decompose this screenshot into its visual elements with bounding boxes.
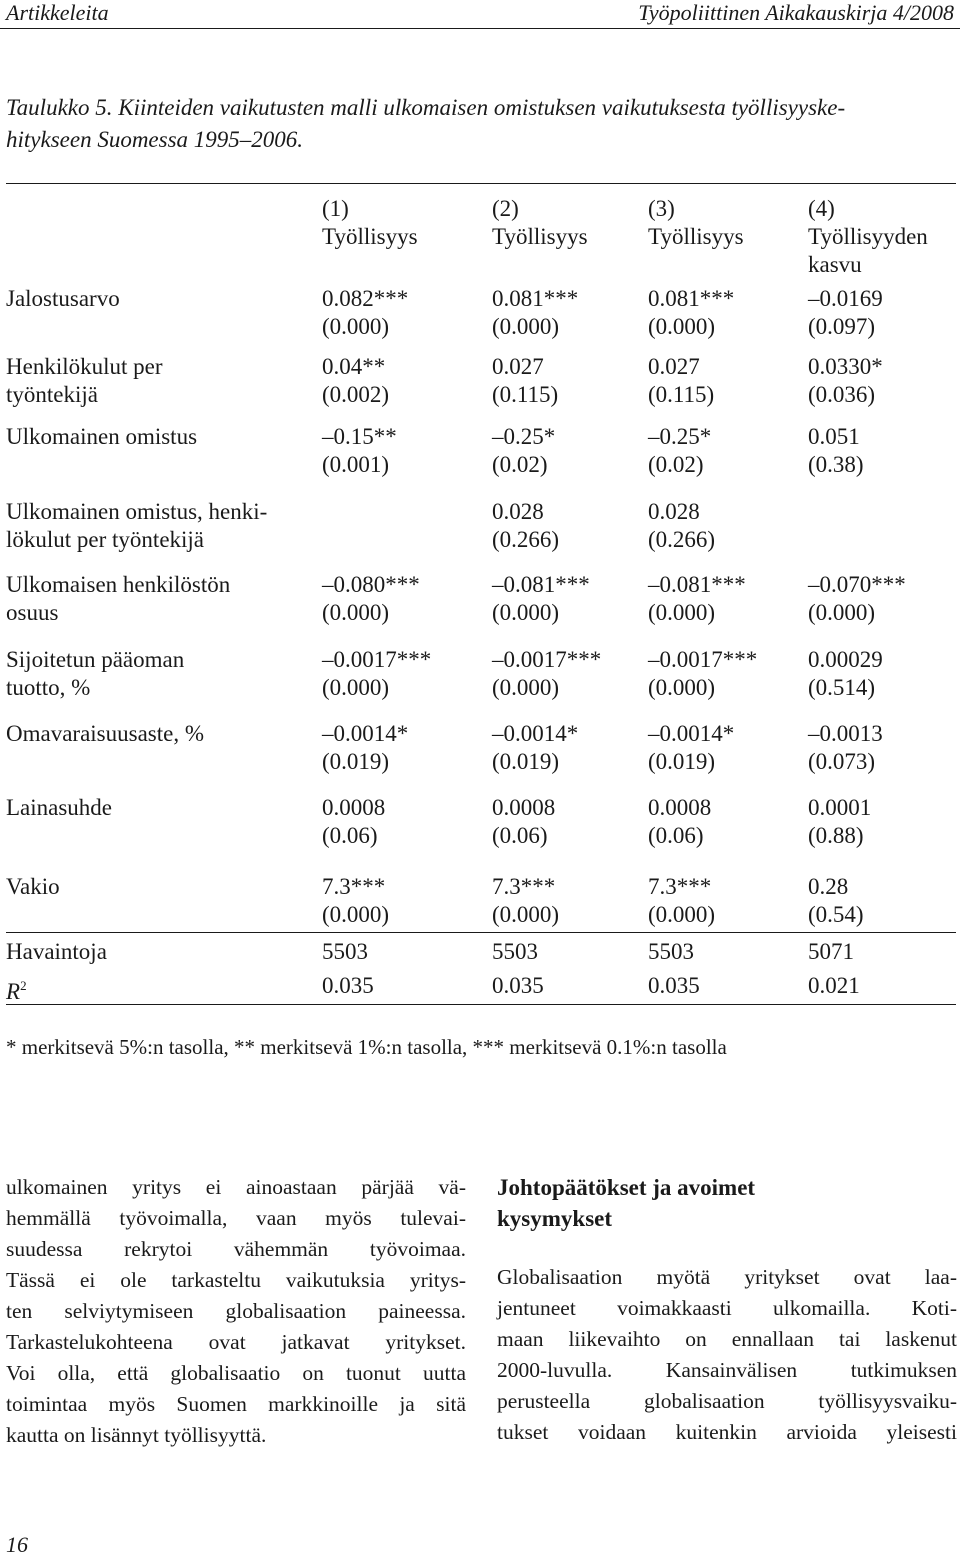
cell-line: Vakio [6, 874, 60, 899]
cell-line: (0.002) [322, 382, 390, 407]
cell-line: Ulkomaisen henkilöstön [6, 572, 231, 597]
cell-line: (0.266) [492, 527, 560, 552]
cell-line: –0.080*** [322, 572, 420, 597]
table-cell [648, 498, 715, 554]
cell-line: tuotto, % [6, 675, 91, 700]
body-column-right [497, 1172, 957, 1448]
cell-line: (0.000) [492, 902, 560, 927]
cell-line: lökulut per työntekijä [6, 527, 205, 552]
table-cell [492, 873, 559, 929]
cell-line: 0.0008 [322, 795, 386, 820]
body-line: toimintaa myös Suomen markkinoille ja sitä [6, 1392, 466, 1416]
running-header-right: Työpoliittinen Aikakauskirja 4/2008 [638, 0, 954, 25]
table-cell [322, 794, 385, 850]
cell-line: työntekijä [6, 382, 98, 407]
cell-line: Omavaraisuusaste, % [6, 721, 204, 746]
body-line: Tässä ei ole tarkasteltu vaikutuksia yritys- [6, 1268, 466, 1292]
observations-cell [808, 938, 854, 966]
r-squared-cell [492, 972, 544, 1000]
cell-line: (1) [322, 196, 349, 221]
cell-line: 5503 [322, 939, 368, 964]
cell-line: –0.0017*** [492, 647, 602, 672]
cell-line: 7.3*** [648, 874, 712, 899]
table-cell [648, 646, 757, 702]
cell-line: (0.000) [322, 314, 390, 339]
cell-line: –0.15** [322, 424, 397, 449]
cell-line: 0.027 [492, 354, 544, 379]
observations-cell [648, 938, 694, 966]
column-header [322, 195, 418, 251]
cell-line: 0.0001 [808, 795, 872, 820]
body-line: Globalisaation myötä yritykset ovat laa- [497, 1265, 957, 1289]
cell-line: (2) [492, 196, 519, 221]
caption-line: hitykseen Suomessa 1995–2006. [6, 127, 304, 152]
row-label [6, 720, 204, 748]
r-superscript: 2 [20, 978, 27, 993]
cell-line: –0.070*** [808, 572, 906, 597]
cell-line: (0.019) [322, 749, 390, 774]
table-cell [322, 646, 431, 702]
cell-line: (0.001) [322, 452, 390, 477]
cell-line: 0.028 [648, 499, 700, 524]
cell-line: (0.000) [648, 314, 716, 339]
cell-line: –0.25* [648, 424, 712, 449]
body-line: ulkomainen yritys ei ainoastaan pärjää vä- [6, 1175, 466, 1199]
cell-line: (0.06) [492, 823, 548, 848]
cell-line: (0.06) [648, 823, 704, 848]
cell-line: 0.035 [322, 973, 374, 998]
table-cell [808, 571, 906, 627]
table-cell [492, 646, 601, 702]
r-squared-cell [648, 972, 700, 1000]
section-heading-line: Johtopäätökset ja avoimet [497, 1175, 756, 1200]
cell-line: (4) [808, 196, 835, 221]
row-label-observations [6, 938, 107, 966]
body-line: perusteella globalisaation työllisyysvaiku- [497, 1389, 957, 1413]
cell-line: Työllisyys [648, 224, 744, 249]
row-label [6, 285, 120, 313]
column-header [808, 195, 928, 279]
page-number: 16 [6, 1532, 28, 1557]
row-label [6, 498, 267, 554]
body-line: 2000-luvulla. Kansainvälisen tutkimuksen [497, 1358, 957, 1382]
body-line: tukset voidaan kuitenkin arvioida yleisesti [497, 1420, 957, 1444]
cell-line: 5503 [492, 939, 538, 964]
observations-cell [492, 938, 538, 966]
cell-line: 0.04** [322, 354, 386, 379]
cell-line: 0.028 [492, 499, 544, 524]
cell-line: (0.266) [648, 527, 716, 552]
table-cell [808, 646, 883, 702]
running-header-left: Artikkeleita [6, 0, 109, 25]
cell-line: Työllisyys [492, 224, 588, 249]
table-cell [492, 285, 578, 341]
table-cell [322, 873, 389, 929]
cell-line: (0.000) [648, 675, 716, 700]
cell-line: Lainasuhde [6, 795, 113, 820]
section-heading-line: kysymykset [497, 1206, 613, 1231]
table-cell [808, 353, 883, 409]
cell-line: (0.000) [492, 600, 560, 625]
cell-line: –0.0014* [492, 721, 579, 746]
body-line: Voi olla, että globalisaatio on tuonut uutta [6, 1361, 466, 1385]
cell-line: 5503 [648, 939, 694, 964]
row-label-r-squared [6, 972, 27, 1004]
column-header [492, 195, 588, 251]
cell-line: (0.036) [808, 382, 876, 407]
cell-line: 0.035 [648, 973, 700, 998]
table-cell [808, 285, 883, 341]
body-line: Tarkastelukohteena ovat jatkavat yritykset. [6, 1330, 466, 1354]
cell-line: Henkilökulut per [6, 354, 163, 379]
cell-line: (0.000) [492, 675, 560, 700]
caption-line: Taulukko 5. Kiinteiden vaikutusten malli ulkomaisen omistuksen vaikutuksesta työllisyyske- [6, 95, 846, 120]
cell-line: (0.06) [322, 823, 378, 848]
r-squared-label [6, 972, 27, 1004]
cell-line: 5071 [808, 939, 854, 964]
table-cell [322, 571, 420, 627]
cell-line: 0.035 [492, 973, 544, 998]
cell-line: 0.0008 [492, 795, 556, 820]
table-cell [648, 285, 734, 341]
cell-line: –0.0169 [808, 286, 883, 311]
table-cell [322, 423, 397, 479]
table-cell [808, 423, 864, 479]
cell-line: (0.097) [808, 314, 876, 339]
cell-line: Havaintoja [6, 939, 107, 964]
cell-line: 0.28 [808, 874, 849, 899]
table-cell [648, 353, 714, 409]
r-squared-cell [322, 972, 374, 1000]
row-label [6, 646, 184, 702]
row-label [6, 794, 112, 822]
cell-line: –0.0017*** [648, 647, 758, 672]
table-cell [492, 794, 555, 850]
body-line: hemmällä työvoimalla, vaan myös tulevai- [6, 1206, 466, 1230]
cell-line: –0.25* [492, 424, 556, 449]
cell-line: Työllisyyden [808, 224, 928, 249]
cell-line: (0.019) [492, 749, 560, 774]
cell-line: –0.081*** [648, 572, 746, 597]
cell-line: kasvu [808, 252, 862, 277]
table-cell [808, 720, 883, 776]
column-header [648, 195, 744, 251]
table-cell [492, 571, 590, 627]
cell-line: (0.54) [808, 902, 864, 927]
row-label [6, 353, 163, 409]
table-cell [648, 720, 734, 776]
cell-line: (0.115) [648, 382, 715, 407]
cell-line: –0.0014* [322, 721, 409, 746]
cell-line: 7.3*** [322, 874, 386, 899]
body-line: kautta on lisännyt työllisyyttä. [6, 1423, 267, 1447]
table-cell [492, 720, 578, 776]
cell-line: Ulkomainen omistus, henki- [6, 499, 268, 524]
cell-line: 0.00029 [808, 647, 883, 672]
cell-line: (0.000) [322, 600, 390, 625]
cell-line: 7.3*** [492, 874, 556, 899]
cell-line: 0.051 [808, 424, 860, 449]
cell-line: Sijoitetun pääoman [6, 647, 185, 672]
table-cell [648, 794, 711, 850]
body-line: suudessa rekrytoi vähemmän työvoimaa. [6, 1237, 466, 1261]
cell-line: 0.082*** [322, 286, 409, 311]
cell-line: (0.019) [648, 749, 716, 774]
cell-line: (0.38) [808, 452, 864, 477]
table-cell [322, 720, 408, 776]
table-cell [808, 873, 864, 929]
cell-line: 0.027 [648, 354, 700, 379]
cell-line: –0.0013 [808, 721, 883, 746]
cell-line: Ulkomainen omistus [6, 424, 198, 449]
r-squared-cell [808, 972, 860, 1000]
row-label [6, 571, 230, 627]
cell-line: –0.081*** [492, 572, 590, 597]
table-cell [808, 794, 871, 850]
r-symbol: R [6, 979, 21, 1004]
body-column-left [6, 1172, 466, 1451]
cell-line: (0.02) [492, 452, 548, 477]
cell-line: (0.000) [648, 902, 716, 927]
cell-line: 0.081*** [648, 286, 735, 311]
table-footnote: * merkitsevä 5%:n tasolla, ** merkitsevä 1%:n tasolla, *** merkitsevä 0.1%:n tasolla [6, 1035, 727, 1059]
table-cell [648, 873, 715, 929]
cell-line: (3) [648, 196, 675, 221]
cell-line: 0.021 [808, 973, 860, 998]
cell-line: (0.000) [648, 600, 716, 625]
body-line: maan liikevaihto on ennallaan tai laskenut [497, 1327, 957, 1351]
table-cell [492, 353, 558, 409]
section-heading [497, 1172, 957, 1234]
cell-line: –0.0017*** [322, 647, 432, 672]
table-bottom-rule [6, 1004, 956, 1005]
observations-cell [322, 938, 368, 966]
cell-line: (0.514) [808, 675, 876, 700]
cell-line: 0.0008 [648, 795, 712, 820]
cell-line: Työllisyys [322, 224, 418, 249]
cell-line: –0.0014* [648, 721, 735, 746]
cell-line: (0.88) [808, 823, 864, 848]
cell-line: (0.000) [492, 314, 560, 339]
cell-line: (0.073) [808, 749, 876, 774]
cell-line: (0.000) [808, 600, 876, 625]
body-line: ten selviytymiseen globalisaation paineessa. [6, 1299, 466, 1323]
cell-line: Jalostusarvo [6, 286, 120, 311]
table-mid-rule [6, 932, 956, 933]
table-cell [322, 285, 408, 341]
table-cell [648, 423, 711, 479]
cell-line: osuus [6, 600, 59, 625]
row-label [6, 423, 197, 451]
cell-line: 0.081*** [492, 286, 579, 311]
cell-line: (0.000) [322, 675, 390, 700]
body-line: jentuneet voimakkaasti ulkomailla. Koti- [497, 1296, 957, 1320]
table-cell [492, 423, 555, 479]
cell-line: (0.02) [648, 452, 704, 477]
cell-line: (0.115) [492, 382, 559, 407]
row-label [6, 873, 60, 901]
cell-line: 0.0330* [808, 354, 883, 379]
table-cell [322, 353, 389, 409]
cell-line: (0.000) [322, 902, 390, 927]
table-cell [648, 571, 746, 627]
table-cell [492, 498, 559, 554]
